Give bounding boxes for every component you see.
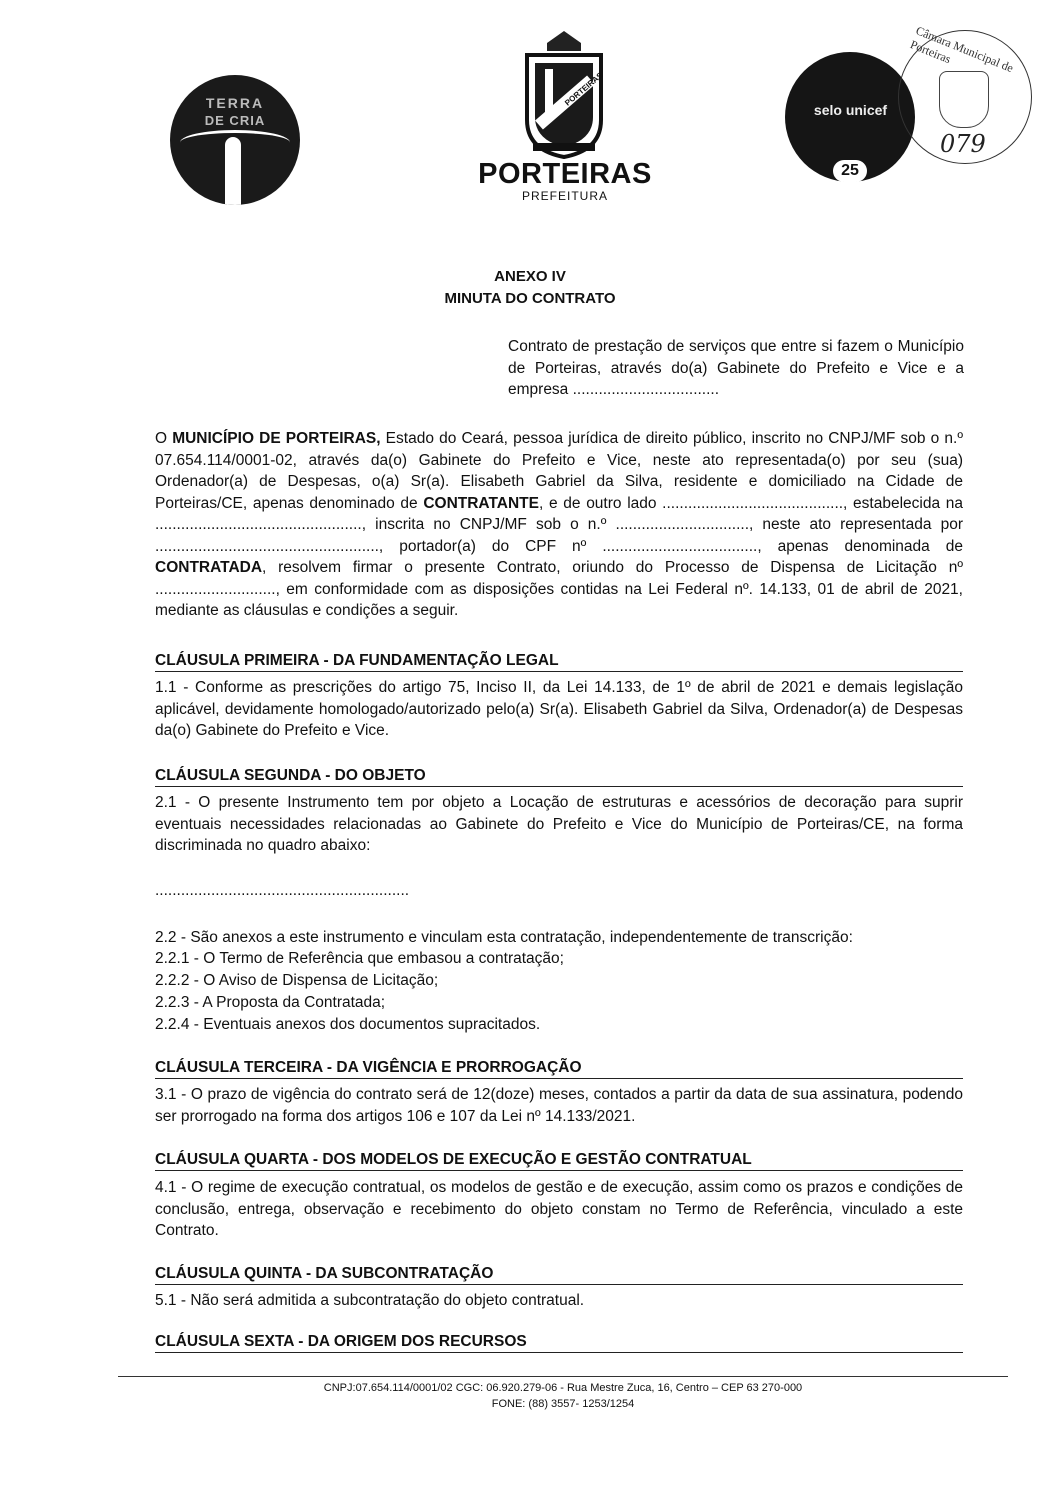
clause-4-text: 4.1 - O regime de execução contratual, os modelos de gestão e de execução, assim como os prazos e condições de conclusão, entrega, observação e recebimento do objeto constam no Termo de Referência, vinculado a este Contrato. (155, 1179, 963, 1239)
brand-block (470, 158, 660, 203)
parties-municipio: MUNICÍPIO DE PORTEIRAS, (172, 430, 381, 447)
parties-contratada: CONTRATADA (155, 559, 263, 576)
clause-2-annex-item: 2.2.3 - A Proposta da Contratada; (155, 994, 386, 1011)
clause-2-placeholder: ........................................................... (155, 882, 410, 899)
parties-part-g: , resolvem firmar o presente Contrato, oriundo do Processo de Dispensa de Licitação nº ............................, em conformidade com as disposições contidas na Lei Federal nº. 14.133, 01 de abril de 2021, mediante as cláusulas e condições a seguir. (155, 559, 963, 619)
contract-title: MINUTA DO CONTRATO (444, 290, 616, 307)
terra-de-cria-logo (170, 75, 300, 205)
logo-stem-shape (225, 137, 241, 205)
clause-1-heading: CLÁUSULA PRIMEIRA - DA FUNDAMENTAÇÃO LEGAL (155, 652, 963, 672)
porteiras-crest-icon (519, 25, 609, 160)
parties-part-a: O (155, 430, 173, 447)
clause-2-annex-item: 2.2.1 - O Termo de Referência que embasou a contratação; (155, 950, 564, 967)
clause-5-text: 5.1 - Não será admitida a subcontratação do objeto contratual. (155, 1292, 585, 1309)
brand-sub: PREFEITURA (521, 189, 608, 203)
left-logo-text-2: DE CRIA (204, 113, 266, 128)
unicef-seal (785, 52, 915, 182)
clause-2-annex-item: 2.2.4 - Eventuais anexos dos documentos supracitados. (155, 1016, 541, 1033)
parties-part-c: Estado do Ceará, pessoa jurídica de direito público, inscrito no CNPJ/MF sob o n.º 07.654.114/0001-02, através da(o) Gabinete do Prefeito e Vice, neste ato representada(o) por seu (sua) Ordenador(a) de Despesas, o(a) Sr(a). Elisabeth Gabriel da Silva, residente e domiciliado na Cidade de Porteiras/CE, apenas denominado de (155, 430, 963, 512)
unicef-seal-text: selo unicef (813, 102, 888, 118)
stamp-emblem-icon (939, 71, 989, 128)
contract-summary: Contrato de prestação de serviços que entre si fazem o Município de Porteiras, através do(a) Gabinete do Prefeito e Vice e a empresa .................................. (508, 338, 964, 398)
clause-1-text: 1.1 - Conforme as prescrições do artigo 75, Inciso II, da Lei 14.133, de 1º de abril de 2021 e demais legislação aplicável, devidamente homologado/autorizado pelo(a) Sr(a). Elisabeth Gabriel da Silva, Ordenador(a) de Despesas da(o) Gabinete do Prefeito e Vice. (155, 679, 963, 739)
clause-3-text: 3.1 - O prazo de vigência do contrato será de 12(doze) meses, contados a partir da data de sua assinatura, podendo ser prorrogado na forma dos artigos 106 e 107 da Lei nº 14.133/2021. (155, 1086, 963, 1125)
annex-title: ANEXO IV (494, 268, 566, 285)
clause-4-heading: CLÁUSULA QUARTA - DOS MODELOS DE EXECUÇÃO E GESTÃO CONTRATUAL (155, 1151, 963, 1171)
parties-part-e: , e de outro lado .........................................., estabelecida na ................................................, inscrita no CNPJ/MF sob o n.º ..............................., neste ato representada por ...................................................., portador(a) do CPF nº ...................................., apenas denominada de (155, 494, 963, 555)
clause-2-annex-item: 2.2.2 - O Aviso de Dispensa de Licitação; (155, 972, 439, 989)
stamp-text: Câmara Municipal de Porteiras (908, 23, 1016, 76)
parties-contratante: CONTRATANTE (423, 494, 539, 512)
footer-divider (118, 1376, 1008, 1377)
footer-address: CNPJ:07.654.114/0001/02 CGC: 06.920.279-06 - Rua Mestre Zuca, 16, Centro – CEP 63 270-000 (323, 1382, 803, 1394)
left-logo-text-1: TERRA (205, 95, 265, 111)
clause-2-annex-intro: 2.2 - São anexos a este instrumento e vinculam esta contratação, independentemente de transcrição: (155, 929, 853, 946)
footer-phone: FONE: (88) 3557- 1253/1254 (491, 1398, 635, 1410)
clause-3-heading: CLÁUSULA TERCEIRA - DA VIGÊNCIA E PRORROGAÇÃO (155, 1059, 963, 1079)
parties-paragraph (155, 428, 963, 622)
clause-6-heading: CLÁUSULA SEXTA - DA ORIGEM DOS RECURSOS (155, 1333, 963, 1353)
crest-label: PORTEIRAS (563, 70, 605, 108)
clause-5-heading: CLÁUSULA QUINTA - DA SUBCONTRATAÇÃO (155, 1265, 963, 1285)
clause-2-text: 2.1 - O presente Instrumento tem por objeto a Locação de estruturas e acessórios de decoração para suprir eventuais necessidades relacionadas ao Gabinete do Prefeito e Vice do Município de Porteiras/CE, na forma discriminada no quadro abaixo: (155, 794, 963, 854)
brand-name: PORTEIRAS (478, 158, 652, 190)
clause-2-heading: CLÁUSULA SEGUNDA - DO OBJETO (155, 767, 963, 787)
handwritten-number: 079 (940, 130, 986, 158)
unicef-seal-year: 25 (833, 160, 867, 182)
